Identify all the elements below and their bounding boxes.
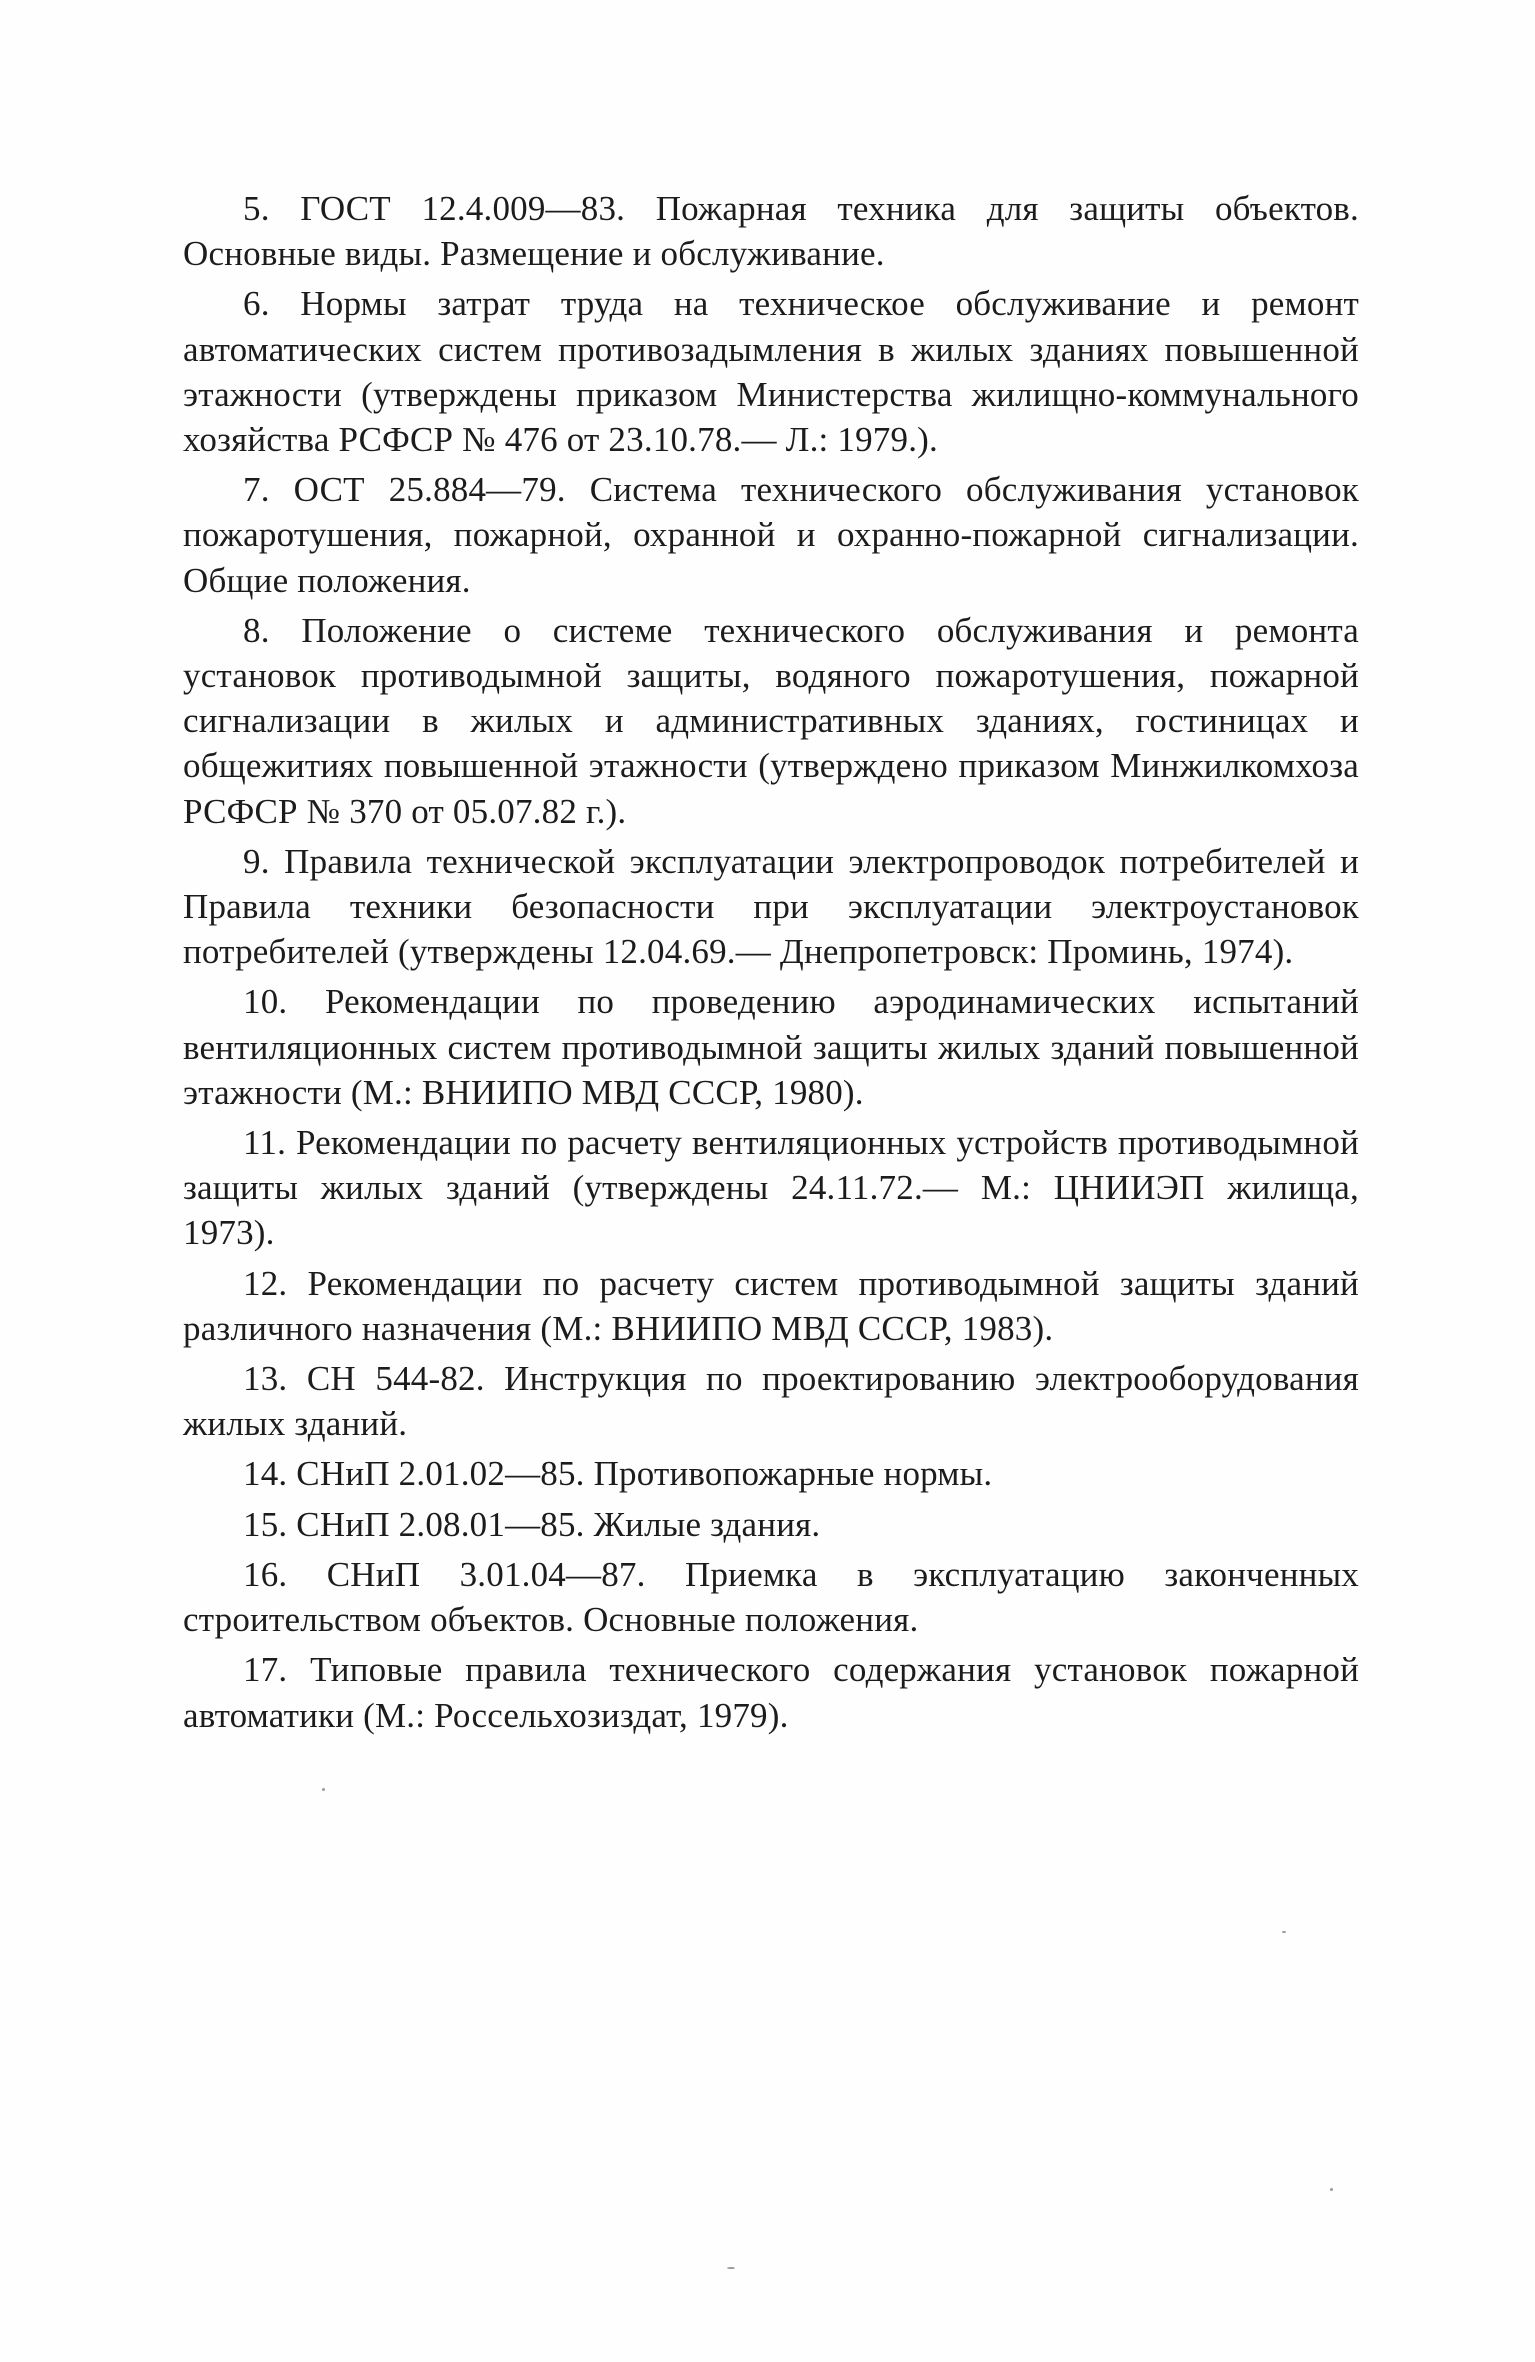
reference-item-6: 6. Нормы затрат труда на техническое обслуживание и ремонт автоматических систем противозадымления в жилых зданиях повышенной этажности (утверждены приказом Министерства жилищно-коммунального хозяйства РСФСР № 476 от 23.10.78.— Л.: 1979.). [183,284,1359,460]
reference-item-7: 7. ОСТ 25.884—79. Система технического обслуживания установок пожаротушения, пожарной, охранной и охранно-пожарной сигнализации. Общие положения. [183,470,1359,600]
reference-list [183,186,1359,1743]
reference-item-8: 8. Положение о системе технического обслуживания и ремонта установок противодымной защиты, водяного пожаротушения, пожарной сигнализации в жилых и административных зданиях, гостиницах и общежитиях повышенной этажности (утверждено приказом Минжилкомхоза РСФСР № 370 от 05.07.82 г.). [183,610,1359,831]
scan-speck [1330,2188,1333,2191]
reference-item-10: 10. Рекомендации по проведению аэродинамических испытаний вентиляционных систем противодымной защиты жилых зданий повышенной этажности (М.: ВНИИПО МВД СССР, 1980). [183,982,1359,1112]
scan-speck [322,1788,325,1791]
reference-item-16: 16. СНиП 3.01.04—87. Приемка в эксплуатацию законченных строительством объектов. Основные положения. [183,1554,1359,1640]
reference-item-14: 14. СНиП 2.01.02—85. Противопожарные нормы. [243,1454,993,1494]
reference-item-15: 15. СНиП 2.08.01—85. Жилые здания. [243,1504,821,1544]
scan-speck [727,2267,735,2269]
reference-item-13: 13. СН 544-82. Инструкция по проектированию электрооборудования жилых зданий. [183,1359,1359,1444]
reference-item-17: 17. Типовые правила технического содержания установок пожарной автоматики (М.: Россельхозиздат, 1979). [183,1650,1359,1735]
scan-speck [1282,1931,1286,1933]
reference-item-11: 11. Рекомендации по расчету вентиляционных устройств противодымной защиты жилых зданий (утверждены 24.11.72.— М.: ЦНИИЭП жилища, 1973). [183,1123,1359,1253]
reference-item-5: 5. ГОСТ 12.4.009—83. Пожарная техника для защиты объектов. Основные виды. Размещение и обслуживание. [183,189,1359,274]
reference-item-12: 12. Рекомендации по расчету систем противодымной защиты зданий различного назначения (М.: ВНИИПО МВД СССР, 1983). [183,1263,1359,1348]
reference-item-9: 9. Правила технической эксплуатации электропроводок потребителей и Правила техники безопасности при эксплуатации электроустановок потребителей (утверждены 12.04.69.— Днепропетровск: Проминь, 1974). [183,841,1359,972]
